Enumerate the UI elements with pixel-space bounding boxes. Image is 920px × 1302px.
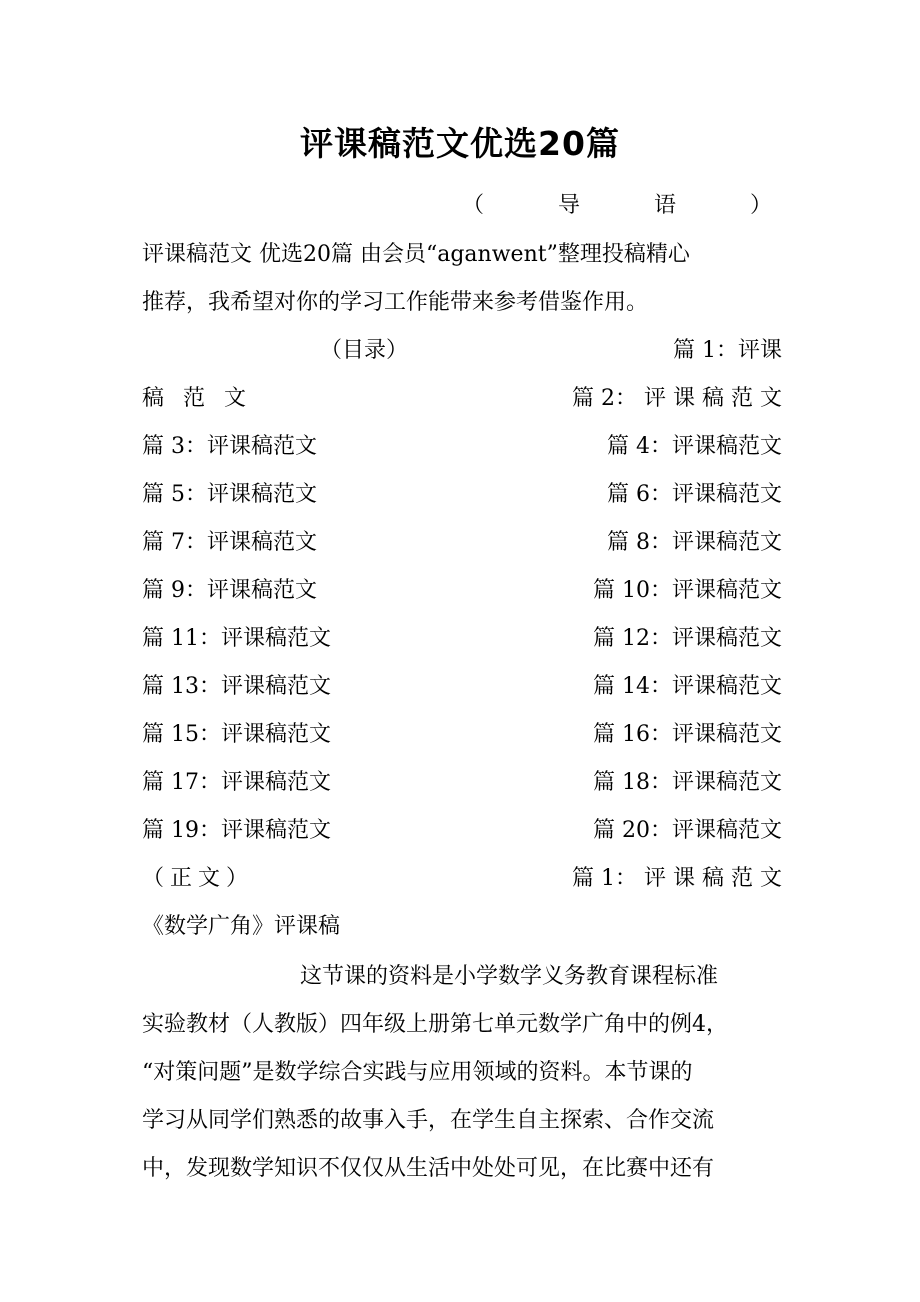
toc-row — [142, 433, 782, 461]
toc-entry[interactable]: 篇 18：评课稿范文 — [593, 770, 782, 795]
paragraph-line: 这节课的资料是小学数学义务教育课程标准 — [300, 964, 719, 989]
toc-entry[interactable]: 篇 5：评课稿范文 — [142, 482, 317, 507]
toc-entry[interactable]: 篇 6：评课稿范文 — [607, 482, 782, 507]
toc-entry[interactable]: 篇 19：评课稿范文 — [142, 818, 331, 843]
body-label: （正文） — [142, 866, 255, 891]
toc-entry[interactable]: 篇 20：评课稿范文 — [593, 818, 782, 843]
toc-row — [142, 721, 782, 749]
toc-row — [142, 577, 782, 605]
guide-heading — [462, 192, 772, 220]
toc-entry[interactable]: 篇 14：评课稿范文 — [593, 674, 782, 699]
toc-entry[interactable]: 篇 7：评课稿范文 — [142, 530, 317, 555]
toc-row — [142, 817, 782, 845]
toc-entry[interactable]: 篇 9：评课稿范文 — [142, 578, 317, 603]
toc-entry[interactable]: 篇 13：评课稿范文 — [142, 674, 331, 699]
toc-entry[interactable]: 篇 4：评课稿范文 — [607, 434, 782, 459]
guide-char: 导 — [557, 193, 580, 218]
toc-row — [142, 481, 782, 509]
toc-row — [142, 769, 782, 797]
toc-row — [142, 625, 782, 653]
toc-entry[interactable]: 篇 10：评课稿范文 — [593, 578, 782, 603]
guide-char: ） — [749, 193, 772, 218]
intro-line: 推荐，我希望对你的学习工作能带来参考借鉴作用。 — [142, 290, 649, 315]
paragraph-line: 学习从同学们熟悉的故事入手，在学生自主探索、合作交流 — [142, 1108, 715, 1133]
toc-entry[interactable]: 篇 11：评课稿范文 — [142, 626, 331, 651]
document-title: 评课稿范文优选20篇 — [300, 124, 620, 163]
toc-entry[interactable]: 篇 2： 评 课 稿 范 文 — [572, 386, 782, 411]
toc-entry[interactable]: 篇 16：评课稿范文 — [593, 722, 782, 747]
toc-row — [142, 673, 782, 701]
paragraph-line: “对策问题”是数学综合实践与应用领域的资料。本节课的 — [142, 1060, 693, 1085]
toc-entry[interactable]: 稿 范 文 — [142, 386, 252, 411]
toc-entry[interactable]: 篇 17：评课稿范文 — [142, 770, 331, 795]
toc-entry[interactable]: 篇 8：评课稿范文 — [607, 530, 782, 555]
toc-row — [142, 529, 782, 557]
guide-char: （ — [462, 193, 485, 218]
toc-row — [142, 385, 782, 413]
toc-entry[interactable]: 篇 12：评课稿范文 — [593, 626, 782, 651]
paragraph-line: 中，发现数学知识不仅仅从生活中处处可见，在比赛中还有 — [142, 1156, 715, 1181]
toc-row — [142, 337, 782, 365]
toc-entry[interactable]: 篇 3：评课稿范文 — [142, 434, 317, 459]
toc-entry[interactable]: 篇 1： 评 课 稿 范 文 — [572, 866, 782, 891]
toc-row — [142, 865, 782, 893]
toc-heading: （目录） — [320, 338, 409, 363]
paragraph-line: 实验教材（人教版）四年级上册第七单元数学广角中的例4， — [142, 1012, 728, 1037]
intro-line: 评课稿范文 优选20篇 由会员“aganwent”整理投稿精心 — [142, 242, 690, 267]
toc-entry[interactable]: 篇 15：评课稿范文 — [142, 722, 331, 747]
article-title: 《数学广角》评课稿 — [142, 914, 341, 939]
toc-entry[interactable]: 篇 1：评课 — [673, 338, 782, 363]
guide-char: 语 — [653, 193, 676, 218]
